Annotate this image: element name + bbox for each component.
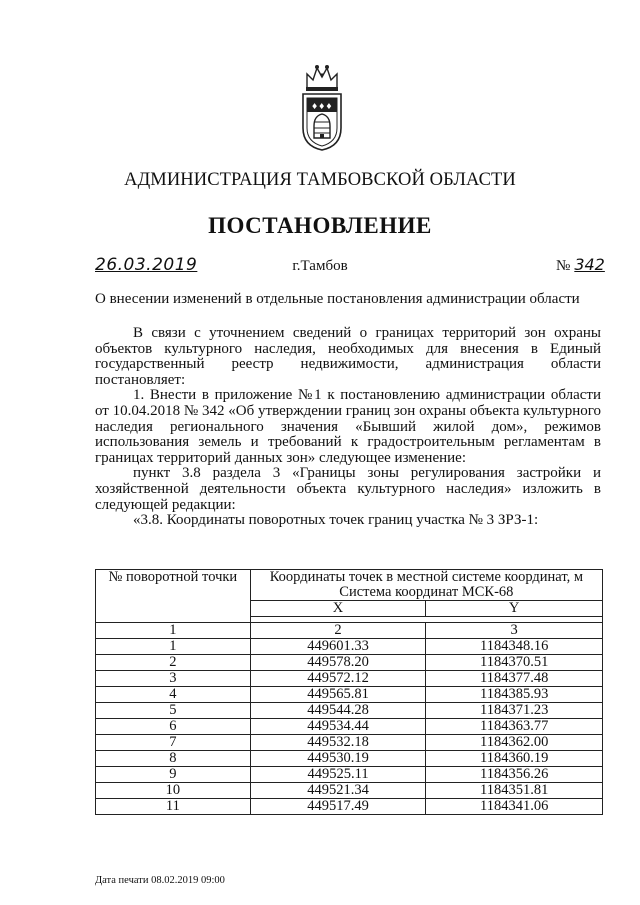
point-number-cell: 1 [96,639,251,655]
organization-title: АДМИНИСТРАЦИЯ ТАМБОВСКОЙ ОБЛАСТИ [124,170,516,190]
y-coordinate-cell: 1184363.77 [426,719,603,735]
y-coordinate-cell: 1184351.81 [426,783,603,799]
x-coordinate-cell: 449544.28 [250,703,426,719]
coordinate-system-header [250,570,602,601]
table-header-row [96,570,603,601]
point-number-cell: 4 [96,687,251,703]
body-paragraph-2: 1. Внести в приложение №1 к постановлению администрации области от 10.04.2018 № 342 «Об утверждении границ зон охраны объекта культурного наследия регионального значения «Бывший жилой дом», режимов использования земель и требований к градостроительным регламентам в границах территорий данных зон» следующее изменение: [95,387,601,466]
table-row [96,655,603,671]
body-paragraph-3: пункт 3.8 раздела 3 «Границы зоны регулирования застройки и хозяйственной деятельности объекта культурного наследия» изложить в следующей редакции: [95,465,601,513]
coordinate-header-line-1: Координаты точек в местной системе координат, м [269,569,584,585]
x-coordinate-cell: 449517.49 [250,799,426,815]
x-coordinate-cell: 449521.34 [250,783,426,799]
y-coordinate-cell: 1184348.16 [426,639,603,655]
y-coordinate-cell: 1184377.48 [426,671,603,687]
y-coordinate-cell: 1184370.51 [426,655,603,671]
point-number-cell: 2 [96,655,251,671]
index-cell: 3 [426,623,603,639]
svg-text:♦♦♦: ♦♦♦ [311,102,333,111]
point-number-cell: 6 [96,719,251,735]
y-coordinate-cell: 1184385.93 [426,687,603,703]
table-row [96,639,603,655]
table-row [96,783,603,799]
x-coordinate-cell: 449578.20 [250,655,426,671]
print-date: Дата печати 08.02.2019 09:00 [95,875,225,886]
document-subject: О внесении изменений в отдельные постановления администрации области [95,291,580,307]
y-coordinate-cell: 1184341.06 [426,799,603,815]
y-coordinate-cell: 1184360.19 [426,751,603,767]
table-row [96,767,603,783]
body-paragraph-4: «3.8. Координаты поворотных точек границ участка № 3 ЗРЗ-1: [133,512,539,529]
y-header: Y [426,601,603,617]
x-coordinate-cell: 449525.11 [250,767,426,783]
document-number-value: 342 [574,255,605,274]
y-coordinate-cell: 1184371.23 [426,703,603,719]
x-coordinate-cell: 449532.18 [250,735,426,751]
document-number-label: № [556,258,571,274]
table-row [96,671,603,687]
document-city: г.Тамбов [292,258,348,274]
point-number-cell: 9 [96,767,251,783]
point-number-cell: 7 [96,735,251,751]
x-coordinate-cell: 449534.44 [250,719,426,735]
tambov-coat-of-arms-icon [299,62,345,152]
x-coordinate-cell: 449601.33 [250,639,426,655]
index-cell: 2 [250,623,426,639]
point-number-cell: 11 [96,799,251,815]
table-row [96,735,603,751]
document-body [95,326,601,529]
point-number-cell: 3 [96,671,251,687]
index-cell: 1 [96,623,251,639]
document-number [556,255,605,275]
document-type: ПОСТАНОВЛЕНИЕ [208,213,432,238]
point-number-header: № поворотной точки [96,570,251,623]
point-number-cell: 5 [96,703,251,719]
coordinates-table [95,569,603,815]
document-date: 26.03.2019 [95,255,198,275]
x-header: X [250,601,426,617]
point-number-cell: 8 [96,751,251,767]
coordinate-header-line-2: Система координат МСК-68 [339,584,514,600]
x-coordinate-cell: 449572.12 [250,671,426,687]
y-coordinate-cell: 1184356.26 [426,767,603,783]
x-coordinate-cell: 449565.81 [250,687,426,703]
body-paragraph-1: В связи с уточнением сведений о границах территорий зон охраны объектов культурного наследия, необходимых для внесения в Единый государственный реестр недвижимости, администрация области постановляет: [95,325,601,388]
x-coordinate-cell: 449530.19 [250,751,426,767]
table-index-row [96,623,603,639]
table-row [96,799,603,815]
table-row [96,719,603,735]
table-row [96,687,603,703]
point-number-cell: 10 [96,783,251,799]
table-row [96,703,603,719]
table-row [96,751,603,767]
y-coordinate-cell: 1184362.00 [426,735,603,751]
